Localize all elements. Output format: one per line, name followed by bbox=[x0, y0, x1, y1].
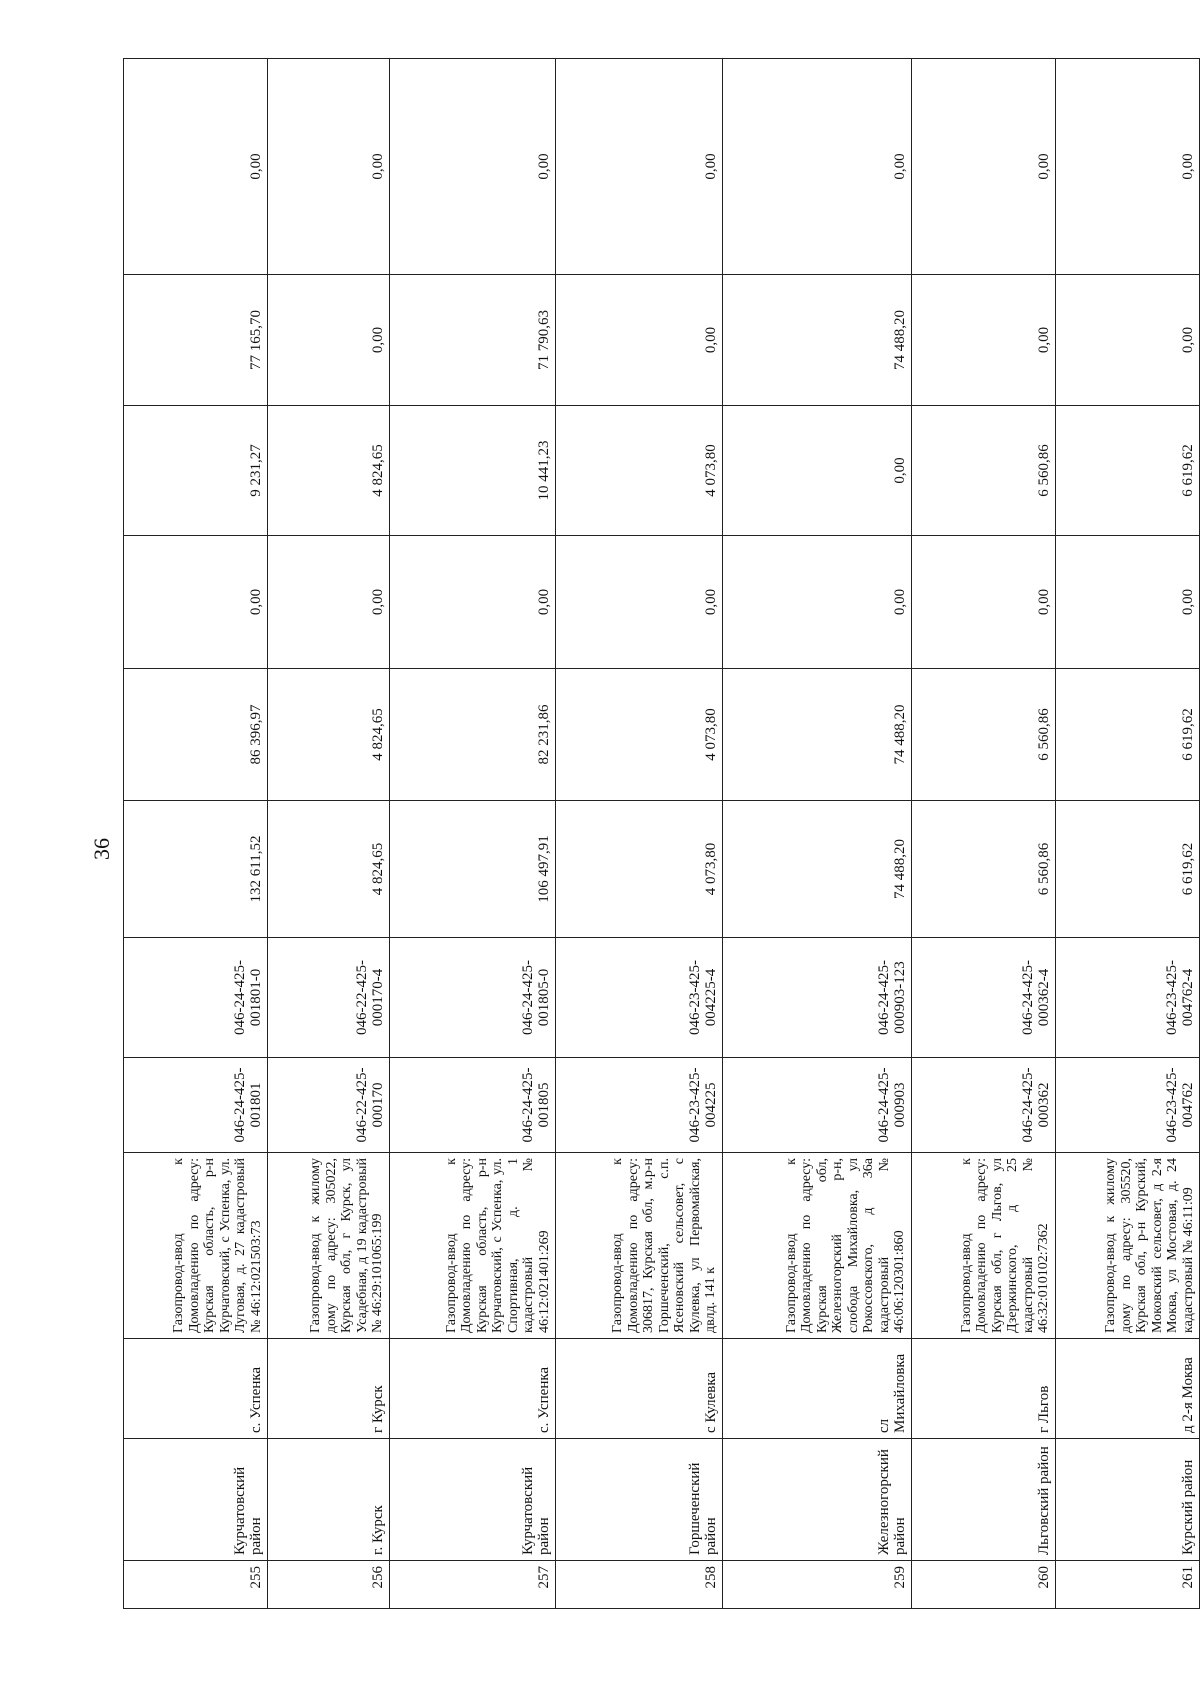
description-cell: Газопровод-ввод к Домовладению по адресу: 306817, Курская обл, м.р-н Горшеченский, с.п. Ясеновский сельсовет, с Кулевка, ул Первомайская, двлд. 141 к bbox=[556, 1153, 723, 1339]
district-cell: Курский район bbox=[1055, 1439, 1199, 1561]
value-cell-4: 4 073,80 bbox=[556, 406, 723, 536]
value-cell-5: 77 165,70 bbox=[124, 275, 268, 406]
account-number-cell: 046-24-425-001805-0 bbox=[389, 938, 556, 1058]
description-cell: Газопровод-ввод к жилому дому по адресу: 305520, Курская обл, р-н Курский, Моковский сельсовет, д 2-я Моква, ул Мостовая, д. 24 кадастровый № 46:11:09 bbox=[1055, 1153, 1199, 1339]
value-cell-4: 9 231,27 bbox=[124, 406, 268, 536]
table-row bbox=[1055, 59, 1199, 1609]
description-cell: Газопровод-ввод к Домовладению по адресу: Курская область, р-н Курчатовский, с Успенка, ул. Спортивная, д. 1 кадастровый № 46:12:021401:269 bbox=[389, 1153, 556, 1339]
asset-register-table bbox=[123, 58, 1200, 1609]
locality-cell: г Льгов bbox=[911, 1339, 1055, 1439]
row-number: 261 bbox=[1055, 1561, 1199, 1609]
value-cell-3: 0,00 bbox=[124, 536, 268, 669]
table-row bbox=[268, 59, 389, 1609]
value-cell-4: 6 619,62 bbox=[1055, 406, 1199, 536]
table-row bbox=[124, 59, 268, 1609]
rotated-table-container bbox=[123, 59, 1200, 1609]
value-cell-2: 4 073,80 bbox=[556, 669, 723, 801]
value-cell-6: 0,00 bbox=[1055, 59, 1199, 275]
value-cell-2: 6 560,86 bbox=[911, 669, 1055, 801]
value-cell-6: 0,00 bbox=[124, 59, 268, 275]
district-cell: Железногорский район bbox=[722, 1439, 911, 1561]
row-number: 260 bbox=[911, 1561, 1055, 1609]
value-cell-4: 10 441,23 bbox=[389, 406, 556, 536]
account-number-cell: 046-24-425-000903-123 bbox=[722, 938, 911, 1058]
value-cell-2: 86 396,97 bbox=[124, 669, 268, 801]
inventory-number-cell: 046-24-425-001801 bbox=[124, 1058, 268, 1153]
locality-cell: д 2-я Моква bbox=[1055, 1339, 1199, 1439]
district-cell: Курчатовский район bbox=[124, 1439, 268, 1561]
value-cell-5: 0,00 bbox=[1055, 275, 1199, 406]
inventory-number-cell: 046-24-425-000903 bbox=[722, 1058, 911, 1153]
value-cell-1: 132 611,52 bbox=[124, 801, 268, 938]
inventory-number-cell: 046-24-425-001805 bbox=[389, 1058, 556, 1153]
value-cell-5: 0,00 bbox=[268, 275, 389, 406]
value-cell-6: 0,00 bbox=[556, 59, 723, 275]
value-cell-2: 74 488,20 bbox=[722, 669, 911, 801]
value-cell-1: 74 488,20 bbox=[722, 801, 911, 938]
locality-cell: с. Успенка bbox=[124, 1339, 268, 1439]
locality-cell: г Курск bbox=[268, 1339, 389, 1439]
inventory-number-cell: 046-23-425-004762 bbox=[1055, 1058, 1199, 1153]
value-cell-5: 0,00 bbox=[911, 275, 1055, 406]
value-cell-5: 0,00 bbox=[556, 275, 723, 406]
table-row bbox=[556, 59, 723, 1609]
inventory-number-cell: 046-23-425-004225 bbox=[556, 1058, 723, 1153]
value-cell-2: 6 619,62 bbox=[1055, 669, 1199, 801]
row-number: 256 bbox=[268, 1561, 389, 1609]
row-number: 257 bbox=[389, 1561, 556, 1609]
account-number-cell: 046-24-425-000362-4 bbox=[911, 938, 1055, 1058]
row-number: 255 bbox=[124, 1561, 268, 1609]
value-cell-6: 0,00 bbox=[389, 59, 556, 275]
value-cell-1: 4 824,65 bbox=[268, 801, 389, 938]
account-number-cell: 046-23-425-004225-4 bbox=[556, 938, 723, 1058]
value-cell-1: 106 497,91 bbox=[389, 801, 556, 938]
locality-cell: сл Михайловка bbox=[722, 1339, 911, 1439]
description-cell: Газопровод-ввод к Домовладению по адресу: Курская обл, г Льгов, ул Дзержинского, д 25 кадастровый № 46:32:010102:7362 bbox=[911, 1153, 1055, 1339]
inventory-number-cell: 046-22-425-000170 bbox=[268, 1058, 389, 1153]
value-cell-1: 4 073,80 bbox=[556, 801, 723, 938]
table-row bbox=[722, 59, 911, 1609]
table-body bbox=[124, 59, 1200, 1609]
value-cell-6: 0,00 bbox=[911, 59, 1055, 275]
value-cell-2: 82 231,86 bbox=[389, 669, 556, 801]
value-cell-3: 0,00 bbox=[556, 536, 723, 669]
district-cell: г. Курск bbox=[268, 1439, 389, 1561]
account-number-cell: 046-23-425-004762-4 bbox=[1055, 938, 1199, 1058]
table-row bbox=[911, 59, 1055, 1609]
page-number: 36 bbox=[89, 838, 114, 860]
description-cell: Газопровод-ввод к Домовладению по адресу: Курская обл, Железногорский р-н, слобода Михайловка, ул Рокоссовского, д 36а кадастровый № 46:06:120301:860 bbox=[722, 1153, 911, 1339]
district-cell: Горшеченский район bbox=[556, 1439, 723, 1561]
value-cell-6: 0,00 bbox=[722, 59, 911, 275]
locality-cell: с Кулевка bbox=[556, 1339, 723, 1439]
district-cell: Курчатовский район bbox=[389, 1439, 556, 1561]
value-cell-3: 0,00 bbox=[268, 536, 389, 669]
value-cell-4: 6 560,86 bbox=[911, 406, 1055, 536]
row-number: 258 bbox=[556, 1561, 723, 1609]
value-cell-4: 0,00 bbox=[722, 406, 911, 536]
value-cell-3: 0,00 bbox=[911, 536, 1055, 669]
table-row bbox=[389, 59, 556, 1609]
value-cell-2: 4 824,65 bbox=[268, 669, 389, 801]
value-cell-1: 6 619,62 bbox=[1055, 801, 1199, 938]
value-cell-5: 71 790,63 bbox=[389, 275, 556, 406]
inventory-number-cell: 046-24-425-000362 bbox=[911, 1058, 1055, 1153]
value-cell-3: 0,00 bbox=[1055, 536, 1199, 669]
district-cell: Льговский район bbox=[911, 1439, 1055, 1561]
locality-cell: с. Успенка bbox=[389, 1339, 556, 1439]
value-cell-1: 6 560,86 bbox=[911, 801, 1055, 938]
value-cell-6: 0,00 bbox=[268, 59, 389, 275]
description-cell: Газопровод-ввод к Домовладению по адресу: Курская область, р-н Курчатовский, с Успенка, ул. Луговая, д. 27 кадастровый № 46:12:021503:73 bbox=[124, 1153, 268, 1339]
account-number-cell: 046-22-425-000170-4 bbox=[268, 938, 389, 1058]
row-number: 259 bbox=[722, 1561, 911, 1609]
value-cell-3: 0,00 bbox=[389, 536, 556, 669]
value-cell-5: 74 488,20 bbox=[722, 275, 911, 406]
account-number-cell: 046-24-425-001801-0 bbox=[124, 938, 268, 1058]
value-cell-3: 0,00 bbox=[722, 536, 911, 669]
value-cell-4: 4 824,65 bbox=[268, 406, 389, 536]
description-cell: Газопровод-ввод к жилому дому по адресу: 305022, Курская обл, г Курск, ул Усадебная, д 19 кадастровый № 46:29:101065:199 bbox=[268, 1153, 389, 1339]
